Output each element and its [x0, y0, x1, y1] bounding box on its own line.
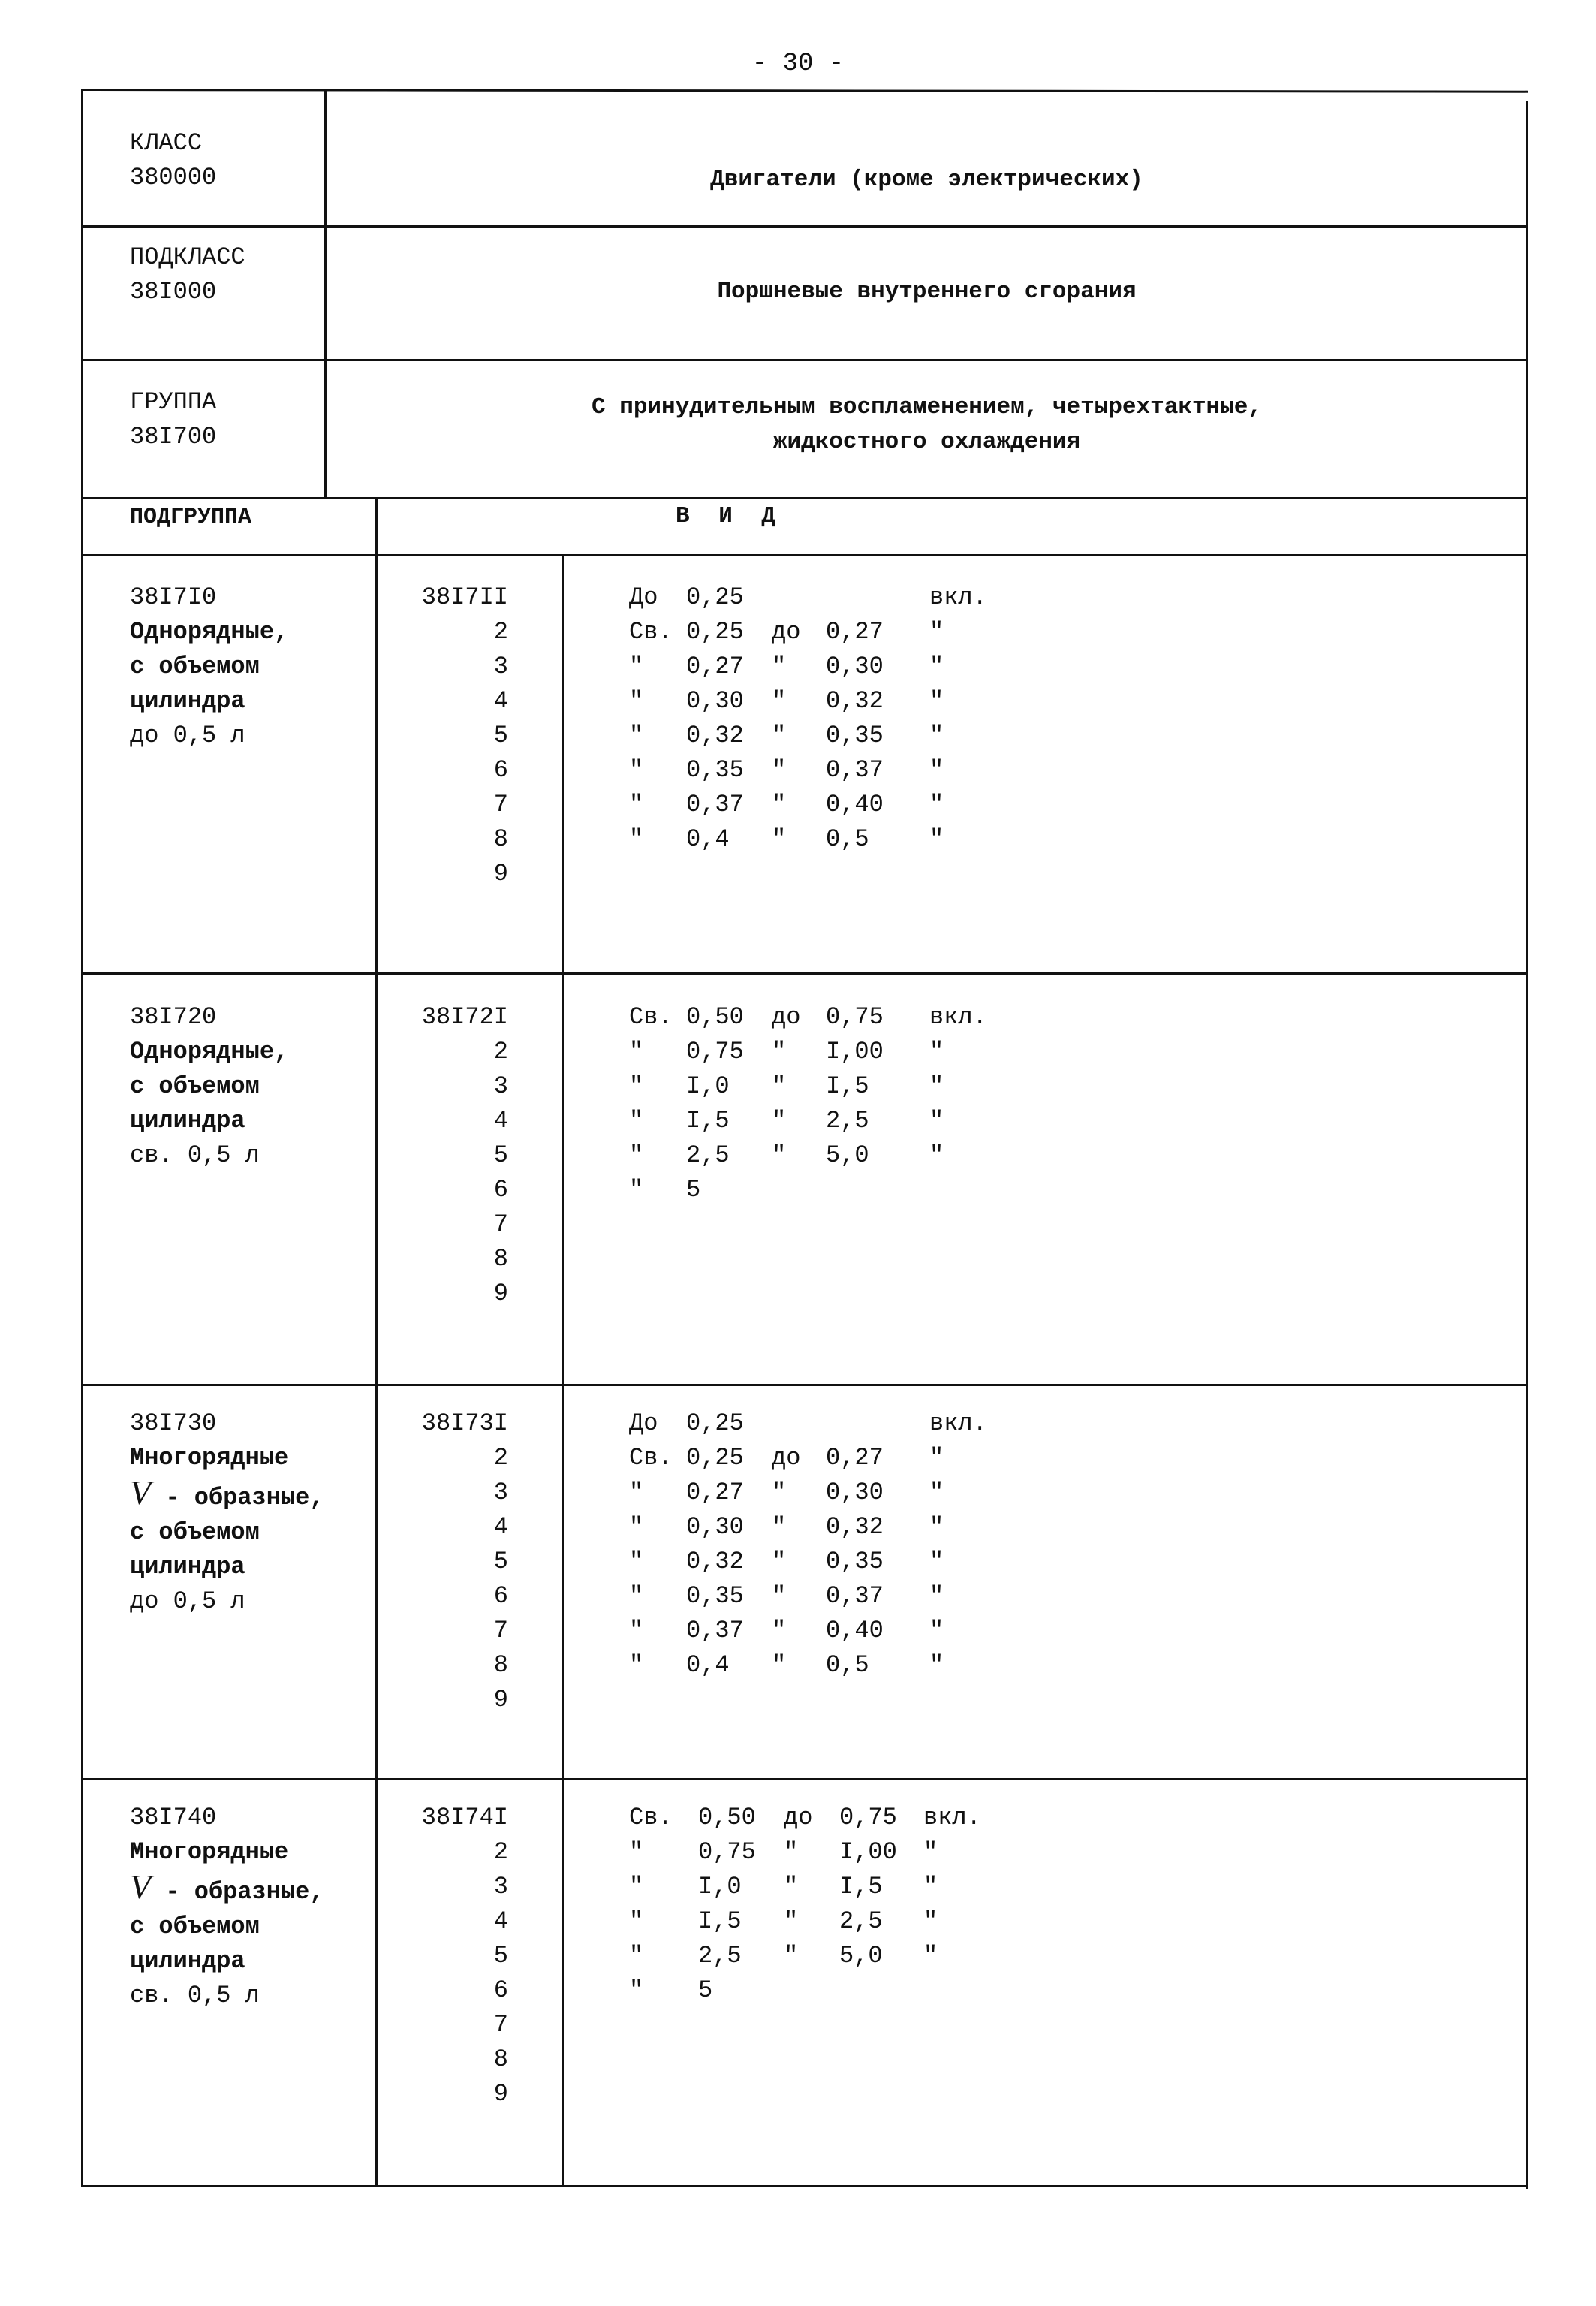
- range-prefix: ": [629, 1548, 644, 1575]
- range-do: ": [784, 1838, 799, 1866]
- range-to: 0,37: [826, 756, 884, 784]
- range-from: 0,25: [686, 1444, 744, 1472]
- range-from: 0,75: [686, 1038, 744, 1066]
- range-do: ": [772, 1107, 787, 1135]
- range-to: 0,27: [826, 1444, 884, 1472]
- vid-code: 3: [493, 1072, 508, 1100]
- range-from: 0,30: [686, 1513, 744, 1541]
- vid-code: 6: [493, 1176, 508, 1204]
- range-from: 0,27: [686, 653, 744, 680]
- gruppa-title-line1: С принудительным воспламенением, четырехтактные,: [592, 394, 1262, 421]
- subgroup-3-name: [130, 1406, 324, 1619]
- range-from: 5: [698, 1976, 713, 2004]
- table-bottom-border: [81, 2185, 1528, 2187]
- range-prefix: Св.: [629, 1444, 673, 1472]
- row-divider-sg3: [81, 1778, 1528, 1780]
- range-prefix: ": [629, 1107, 644, 1135]
- vid-code-column-divider: [562, 554, 564, 2187]
- range-prefix: ": [629, 1513, 644, 1541]
- vid-code: 2: [493, 618, 508, 646]
- range-prefix: ": [629, 1582, 644, 1610]
- vid-code: 8: [493, 1245, 508, 1273]
- subgroup-desc-line: с объемом: [130, 653, 260, 680]
- range-to: 0,40: [826, 1617, 884, 1644]
- subgroup-code: 38I720: [130, 1003, 217, 1031]
- subgroup-desc-line: Однорядные,: [130, 1038, 289, 1066]
- vid-code: 5: [493, 1548, 508, 1575]
- range-do: ": [784, 1907, 799, 1935]
- vid-code: 7: [493, 2011, 508, 2039]
- vid-code: 7: [493, 791, 508, 818]
- range-to: 0,5: [826, 1651, 869, 1679]
- subgroup-desc-line: с объемом: [130, 1518, 260, 1546]
- vid-code: 8: [493, 1651, 508, 1679]
- range-do: ": [772, 1582, 787, 1610]
- vid-code: 9: [493, 1686, 508, 1714]
- vid-code: 4: [493, 1907, 508, 1935]
- vid-code: 5: [493, 1942, 508, 1970]
- range-from: I,0: [698, 1873, 742, 1901]
- subgroup-desc-line: до 0,5 л: [130, 1587, 245, 1615]
- podklass-code: 38I000: [130, 278, 217, 306]
- range-prefix: ": [629, 687, 644, 715]
- range-from: 2,5: [698, 1942, 742, 1970]
- range-prefix: ": [629, 1479, 644, 1506]
- page-number: - 30 -: [751, 50, 845, 78]
- subgroup-code: 38I7I0: [130, 583, 217, 611]
- range-to: 0,37: [826, 1582, 884, 1610]
- range-to: 5,0: [826, 1141, 869, 1169]
- subgroup-desc-line: цилиндра: [130, 687, 245, 715]
- subgroup-desc-line: св. 0,5 л: [130, 1141, 260, 1169]
- range-do: ": [772, 1038, 787, 1066]
- range-from: 5: [686, 1176, 701, 1204]
- range-to: 0,27: [826, 618, 884, 646]
- range-do: ": [772, 687, 787, 715]
- v-suffix: - образные,: [151, 1484, 324, 1512]
- range-prefix: ": [629, 653, 644, 680]
- range-do: ": [772, 1513, 787, 1541]
- range-do: до: [784, 1804, 813, 1831]
- podklass-label-cell: [130, 240, 245, 309]
- range-do: ": [772, 825, 787, 853]
- podklass-label: ПОДКЛАСС: [130, 243, 245, 271]
- label-column-divider: [324, 89, 327, 499]
- range-to: 0,35: [826, 1548, 884, 1575]
- range-do: ": [772, 756, 787, 784]
- range-from: 0,50: [698, 1804, 756, 1831]
- subgroup-4-vid-codes: [418, 1801, 508, 2112]
- range-suffix: ": [929, 1107, 944, 1135]
- vid-code: 38I72I: [421, 1003, 508, 1031]
- range-prefix: До: [629, 1409, 658, 1437]
- vid-code: 3: [493, 1479, 508, 1506]
- row-divider-podklass: [81, 359, 1528, 361]
- range-prefix: До: [629, 583, 658, 611]
- vid-code: 38I7II: [421, 583, 508, 611]
- row-divider-sg1: [81, 972, 1528, 975]
- subgroup-desc-line: цилиндра: [130, 1947, 245, 1975]
- range-prefix: ": [629, 1038, 644, 1066]
- subgroup-desc-line: с объемом: [130, 1913, 260, 1940]
- subgroup-desc-line: с объемом: [130, 1072, 260, 1100]
- table-right-border: [1526, 101, 1528, 2189]
- klass-label-cell: [130, 126, 216, 195]
- range-suffix: ": [929, 1444, 944, 1472]
- range-prefix: ": [629, 791, 644, 818]
- podgruppa-header: ПОДГРУППА: [130, 505, 252, 530]
- range-prefix: ": [629, 1617, 644, 1644]
- range-do: ": [784, 1873, 799, 1901]
- range-do: ": [772, 722, 787, 749]
- subgroup-code: 38I740: [130, 1804, 217, 1831]
- range-to: 2,5: [839, 1907, 883, 1935]
- subgroup-desc-line: Многорядные: [130, 1838, 289, 1866]
- vid-code: 4: [493, 687, 508, 715]
- subgroup-2-name: [130, 1000, 288, 1173]
- range-suffix: ": [929, 1548, 944, 1575]
- range-from: I,5: [698, 1907, 742, 1935]
- range-prefix: Св.: [629, 1804, 673, 1831]
- range-suffix: ": [929, 687, 944, 715]
- range-from: 0,32: [686, 722, 744, 749]
- range-suffix: вкл.: [929, 583, 987, 611]
- vid-code: 9: [493, 1280, 508, 1307]
- range-from: 0,25: [686, 618, 744, 646]
- subgroup-1-name: [130, 580, 288, 753]
- range-suffix: вкл.: [923, 1804, 981, 1831]
- range-suffix: вкл.: [929, 1003, 987, 1031]
- vid-code: 8: [493, 2045, 508, 2073]
- range-suffix: ": [929, 1072, 944, 1100]
- range-suffix: ": [929, 1479, 944, 1506]
- range-to: 0,5: [826, 825, 869, 853]
- v-letter: V: [130, 1867, 152, 1906]
- range-suffix: вкл.: [929, 1409, 987, 1437]
- range-to: 2,5: [826, 1107, 869, 1135]
- range-do: до: [772, 1444, 801, 1472]
- vid-code: 38I73I: [421, 1409, 508, 1437]
- range-do: ": [772, 1651, 787, 1679]
- range-prefix: ": [629, 1651, 644, 1679]
- range-prefix: ": [629, 756, 644, 784]
- vid-code: 8: [493, 825, 508, 853]
- gruppa-title-line2: жидкостного охлаждения: [772, 429, 1081, 455]
- vid-code: 3: [493, 1873, 508, 1901]
- row-divider-sg2: [81, 1384, 1528, 1386]
- range-suffix: ": [929, 791, 944, 818]
- range-do: ": [784, 1942, 799, 1970]
- range-do: ": [772, 1548, 787, 1575]
- subgroup-desc-line: Многорядные: [130, 1444, 289, 1472]
- range-do: до: [772, 1003, 801, 1031]
- range-from: I,0: [686, 1072, 730, 1100]
- range-from: 0,4: [686, 1651, 730, 1679]
- range-from: 0,35: [686, 756, 744, 784]
- gruppa-title: [327, 390, 1526, 460]
- range-suffix: ": [929, 653, 944, 680]
- gruppa-code: 38I700: [130, 423, 217, 451]
- v-suffix: - образные,: [151, 1878, 324, 1906]
- subgroup-desc-line: св. 0,5 л: [130, 1982, 260, 2009]
- range-suffix: ": [929, 1617, 944, 1644]
- vid-code: 2: [493, 1038, 508, 1066]
- vid-code: 9: [493, 860, 508, 888]
- range-to: 0,32: [826, 1513, 884, 1541]
- range-prefix: ": [629, 1072, 644, 1100]
- range-suffix: ": [929, 1038, 944, 1066]
- range-prefix: ": [629, 1942, 644, 1970]
- gruppa-label-cell: [130, 385, 216, 454]
- vid-code: 6: [493, 756, 508, 784]
- range-from: 0,25: [686, 583, 744, 611]
- range-do: ": [772, 1141, 787, 1169]
- range-from: I,5: [686, 1107, 730, 1135]
- subgroup-4-name: [130, 1801, 324, 2013]
- range-prefix: ": [629, 825, 644, 853]
- range-suffix: ": [929, 1513, 944, 1541]
- gruppa-label: ГРУППА: [130, 388, 217, 416]
- range-to: I,00: [839, 1838, 897, 1866]
- vid-code: 2: [493, 1838, 508, 1866]
- range-to: 0,75: [826, 1003, 884, 1031]
- range-suffix: ": [929, 618, 944, 646]
- range-prefix: ": [629, 1176, 644, 1204]
- subgroup-desc-line: до 0,5 л: [130, 722, 245, 749]
- row-divider-header: [81, 554, 1528, 556]
- range-from: 0,75: [698, 1838, 756, 1866]
- range-suffix: ": [929, 1651, 944, 1679]
- range-do: ": [772, 1617, 787, 1644]
- range-from: 0,32: [686, 1548, 744, 1575]
- subgroup-desc-line: цилиндра: [130, 1553, 245, 1581]
- subgroup-1-vid-codes: [418, 580, 508, 891]
- range-prefix: ": [629, 722, 644, 749]
- range-from: 0,37: [686, 1617, 744, 1644]
- podklass-title: Поршневые внутреннего сгорания: [717, 279, 1137, 305]
- vid-code: 38I74I: [421, 1804, 508, 1831]
- subgroup-3-vid-codes: [418, 1406, 508, 1717]
- range-to: 0,30: [826, 1479, 884, 1506]
- range-to: I,5: [826, 1072, 869, 1100]
- range-to: 0,32: [826, 687, 884, 715]
- subgroup-column-divider: [375, 497, 378, 2187]
- vid-code: 9: [493, 2080, 508, 2108]
- subgroup-desc-line: цилиндра: [130, 1107, 245, 1135]
- vid-code: 4: [493, 1513, 508, 1541]
- vid-code: 5: [493, 1141, 508, 1169]
- subgroup-code: 38I730: [130, 1409, 217, 1437]
- range-from: 2,5: [686, 1141, 730, 1169]
- range-suffix: ": [929, 1141, 944, 1169]
- klass-title: Двигатели (кроме электрических): [710, 167, 1143, 193]
- row-divider-klass: [81, 225, 1528, 228]
- range-from: 0,30: [686, 687, 744, 715]
- range-to: 0,75: [839, 1804, 897, 1831]
- klass-label: КЛАСС: [130, 129, 203, 157]
- vid-code: 3: [493, 653, 508, 680]
- range-suffix: ": [929, 722, 944, 749]
- range-do: до: [772, 618, 801, 646]
- range-prefix: ": [629, 1141, 644, 1169]
- range-do: ": [772, 653, 787, 680]
- vid-code: 7: [493, 1210, 508, 1238]
- range-to: 5,0: [839, 1942, 883, 1970]
- range-do: ": [772, 1479, 787, 1506]
- vid-code: 7: [493, 1617, 508, 1644]
- range-to: 0,35: [826, 722, 884, 749]
- range-suffix: ": [923, 1873, 938, 1901]
- range-suffix: ": [923, 1838, 938, 1866]
- range-prefix: ": [629, 1907, 644, 1935]
- range-suffix: ": [929, 825, 944, 853]
- vid-code: 4: [493, 1107, 508, 1135]
- range-prefix: ": [629, 1976, 644, 2004]
- table-top-border: [81, 89, 1528, 93]
- row-divider-gruppa: [81, 497, 1528, 499]
- vid-code: 6: [493, 1976, 508, 2004]
- v-letter: V: [130, 1473, 152, 1512]
- vid-code: 6: [493, 1582, 508, 1610]
- range-from: 0,4: [686, 825, 730, 853]
- subgroup-2-vid-codes: [418, 1000, 508, 1311]
- range-do: ": [772, 791, 787, 818]
- range-from: 0,27: [686, 1479, 744, 1506]
- vid-code: 2: [493, 1444, 508, 1472]
- subgroup-desc-line: Однорядные,: [130, 618, 289, 646]
- range-from: 0,25: [686, 1409, 744, 1437]
- vid-header: В И Д: [676, 503, 784, 529]
- range-from: 0,50: [686, 1003, 744, 1031]
- range-prefix: ": [629, 1873, 644, 1901]
- range-to: 0,40: [826, 791, 884, 818]
- subgroup-desc-v-line: [130, 1867, 324, 1910]
- range-from: 0,35: [686, 1582, 744, 1610]
- range-do: ": [772, 1072, 787, 1100]
- range-suffix: ": [929, 756, 944, 784]
- range-suffix: ": [929, 1582, 944, 1610]
- range-suffix: ": [923, 1942, 938, 1970]
- range-prefix: ": [629, 1838, 644, 1866]
- range-from: 0,37: [686, 791, 744, 818]
- range-prefix: Св.: [629, 618, 673, 646]
- klass-code: 380000: [130, 164, 217, 191]
- range-prefix: Св.: [629, 1003, 673, 1031]
- range-to: I,00: [826, 1038, 884, 1066]
- range-to: I,5: [839, 1873, 883, 1901]
- range-to: 0,30: [826, 653, 884, 680]
- table-left-border: [81, 89, 83, 2187]
- vid-code: 5: [493, 722, 508, 749]
- subgroup-desc-v-line: [130, 1473, 324, 1515]
- range-suffix: ": [923, 1907, 938, 1935]
